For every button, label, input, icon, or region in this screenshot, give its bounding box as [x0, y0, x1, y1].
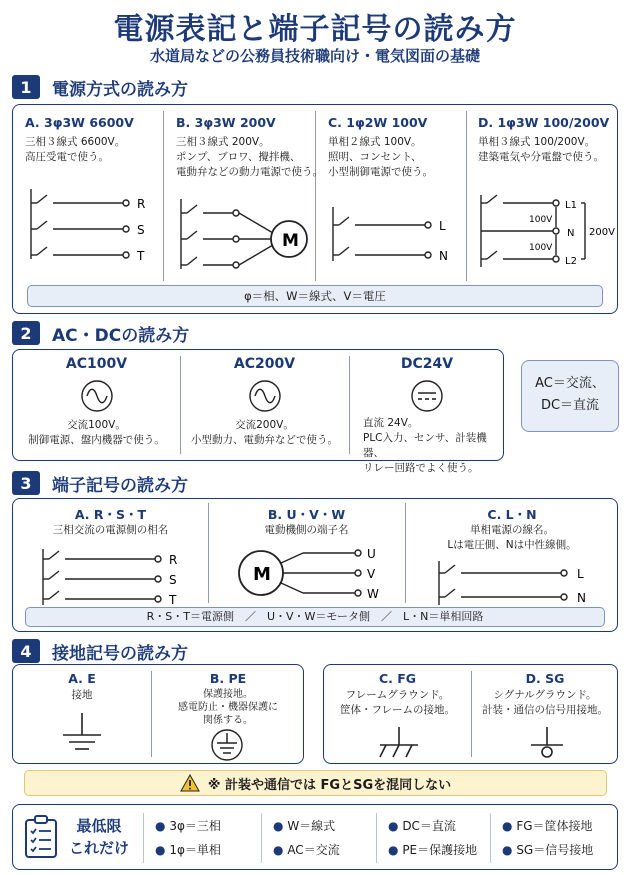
earth-fg-desc: フレームグラウンド。 筐体・フレームの接地。 — [339, 689, 456, 716]
warning-text: ※ 計装や通信では FGとSGを混同しない — [207, 777, 452, 793]
power-system-box — [12, 104, 618, 314]
rst-desc: 三相交流の電源側の相名 — [52, 524, 169, 536]
section-4-title: 接地記号の読み方 — [52, 643, 188, 664]
ac200-head: AC200V — [233, 356, 296, 372]
terminal-r: R — [137, 197, 146, 211]
terminal-l: L — [439, 219, 446, 233]
section-1-header — [12, 75, 188, 99]
earth-e-head: A. E — [68, 671, 96, 686]
motor-symbol: M — [253, 564, 271, 585]
dc24-desc: 直流 24V。 PLC入力、センサ、計装機器、 リレー回路でよく使う。 — [363, 417, 487, 474]
summary-item: ● FG＝筐体接地 — [502, 819, 593, 833]
summary-item: ● W＝線式 — [273, 819, 336, 833]
cell-3p3w-6600-head: A. 3φ3W 6600V — [25, 115, 134, 130]
cell-3p3w-6600-desc: 三相３線式 6600V。 高圧受電で使う。 — [25, 136, 126, 163]
earth-icon — [57, 713, 107, 757]
cell-1p3w-desc: 単相３線式 100/200V。 建築電気や分電盤で使う。 — [478, 136, 604, 163]
single-phase-2w-diagram — [325, 203, 460, 263]
earth-e-desc: 接地 — [71, 689, 93, 701]
section-1-title: 電源方式の読み方 — [52, 79, 188, 100]
earth-pe-desc: 保護接地。 感電防止・機器保護に 関係する。 — [178, 689, 278, 726]
ac-dc-box — [12, 349, 504, 474]
terminal-symbol-box — [12, 498, 618, 632]
rst-head: A. R・S・T — [74, 507, 147, 522]
terminal-n-3w: N — [567, 228, 575, 239]
terminal-l1: L1 — [565, 200, 577, 211]
section-2-title: AC・DCの読み方 — [52, 325, 190, 346]
ln-diagram — [431, 559, 601, 607]
motor-symbol: M — [282, 231, 299, 251]
terminal-t: T — [137, 249, 145, 263]
terminal-t: T — [169, 593, 177, 607]
section-4-number: 4 — [12, 639, 40, 663]
terminal-w: W — [367, 587, 379, 601]
dc-icon — [409, 378, 445, 414]
uvw-motor-diagram — [231, 543, 391, 607]
section-3-title: 端子記号の読み方 — [52, 475, 188, 496]
summary-label: 最低限 これだけ — [69, 817, 130, 857]
cell-1p2w-100-head: C. 1φ2W 100V — [328, 115, 428, 130]
terminal-v: V — [367, 567, 376, 581]
earth-box-right — [323, 664, 618, 764]
summary-item: ● 1φ＝単相 — [155, 843, 221, 857]
ac-sine-icon — [79, 378, 115, 414]
cell-1p3w-head: D. 1φ3W 100/200V — [478, 115, 610, 130]
dc24-head: DC24V — [400, 356, 454, 372]
earth-sg-head: D. SG — [525, 671, 565, 686]
section-3-number: 3 — [12, 471, 40, 495]
ln-head: C. L・N — [487, 507, 537, 522]
terminal-n: N — [439, 249, 448, 263]
single-phase-3w-diagram — [473, 189, 618, 273]
terminal-s: S — [137, 223, 145, 237]
earth-sg-desc: シグナルグラウンド。 計装・通信の信号用接地。 — [482, 689, 608, 716]
terminal-r: R — [169, 553, 178, 567]
three-phase-6600-diagram — [23, 185, 158, 265]
ac200-desc: 交流200V。 小型動力、電動弁などで使う。 — [191, 419, 338, 446]
ac-sine-icon — [247, 378, 283, 414]
cell-1p2w-100-desc: 単相２線式 100V。 照明、コンセント、 小型制御電源で使う。 — [328, 136, 433, 178]
terminal-l2: L2 — [565, 256, 577, 267]
uvw-desc: 電動機側の端子名 — [264, 524, 349, 536]
summary-item: ● DC＝直流 — [388, 819, 456, 833]
rst-diagram — [35, 545, 195, 607]
section-3-header — [12, 471, 188, 495]
summary-box — [12, 804, 618, 870]
earth-box-left — [12, 664, 304, 764]
voltage-lower: 100V — [529, 243, 553, 253]
section-4-header — [12, 639, 188, 663]
page-subtitle: 水道局などの公務員技術職向け・電気図面の基礎 — [149, 47, 480, 65]
section-1-number: 1 — [12, 75, 40, 99]
section-2-header — [12, 321, 189, 345]
frame-ground-icon — [374, 725, 424, 761]
warning-icon — [180, 774, 200, 792]
power-notation-note: φ＝相、W＝線式、V＝電圧 — [27, 285, 603, 307]
warning-banner — [24, 770, 607, 796]
protective-earth-icon — [205, 727, 249, 763]
section-2-number: 2 — [12, 321, 40, 345]
earth-fg-head: C. FG — [378, 671, 417, 686]
terminal-l: L — [577, 567, 584, 581]
signal-ground-icon — [525, 725, 569, 761]
ac100-head: AC100V — [65, 356, 128, 372]
cell-3p3w-200-desc: 三相３線式 200V。 ポンプ、ブロワ、攪拌機、 電動弁などの動力電源で使う。 — [176, 136, 323, 178]
summary-item: ● 3φ＝三相 — [155, 819, 221, 833]
summary-item: ● SG＝信号接地 — [502, 843, 594, 857]
uvw-head: B. U・V・W — [267, 507, 346, 522]
ln-desc: 単相電源の線名。 Lは電圧側、Nは中性線側。 — [447, 524, 577, 551]
summary-item: ● AC＝交流 — [273, 843, 340, 857]
page-title: 電源表記と端子記号の読み方 — [113, 12, 517, 47]
voltage-total: 200V — [589, 227, 615, 238]
ac-dc-legend: AC＝交流、 DC＝直流 — [521, 360, 619, 432]
terminal-u: U — [367, 547, 376, 561]
terminal-s: S — [169, 573, 177, 587]
ac100-desc: 交流100V。 制御電源、盤内機器で使う。 — [28, 419, 165, 446]
terminal-summary-note: R・S・T＝電源側 ／ U・V・W＝モータ側 ／ L・N＝単相回路 — [25, 607, 605, 627]
voltage-upper: 100V — [529, 215, 553, 225]
motor-power-diagram — [173, 195, 313, 275]
cell-3p3w-200-head: B. 3φ3W 200V — [176, 115, 276, 130]
earth-pe-head: B. PE — [209, 671, 247, 686]
summary-item: ● PE＝保護接地 — [388, 843, 478, 857]
checklist-icon — [23, 815, 59, 859]
terminal-n: N — [577, 591, 586, 605]
